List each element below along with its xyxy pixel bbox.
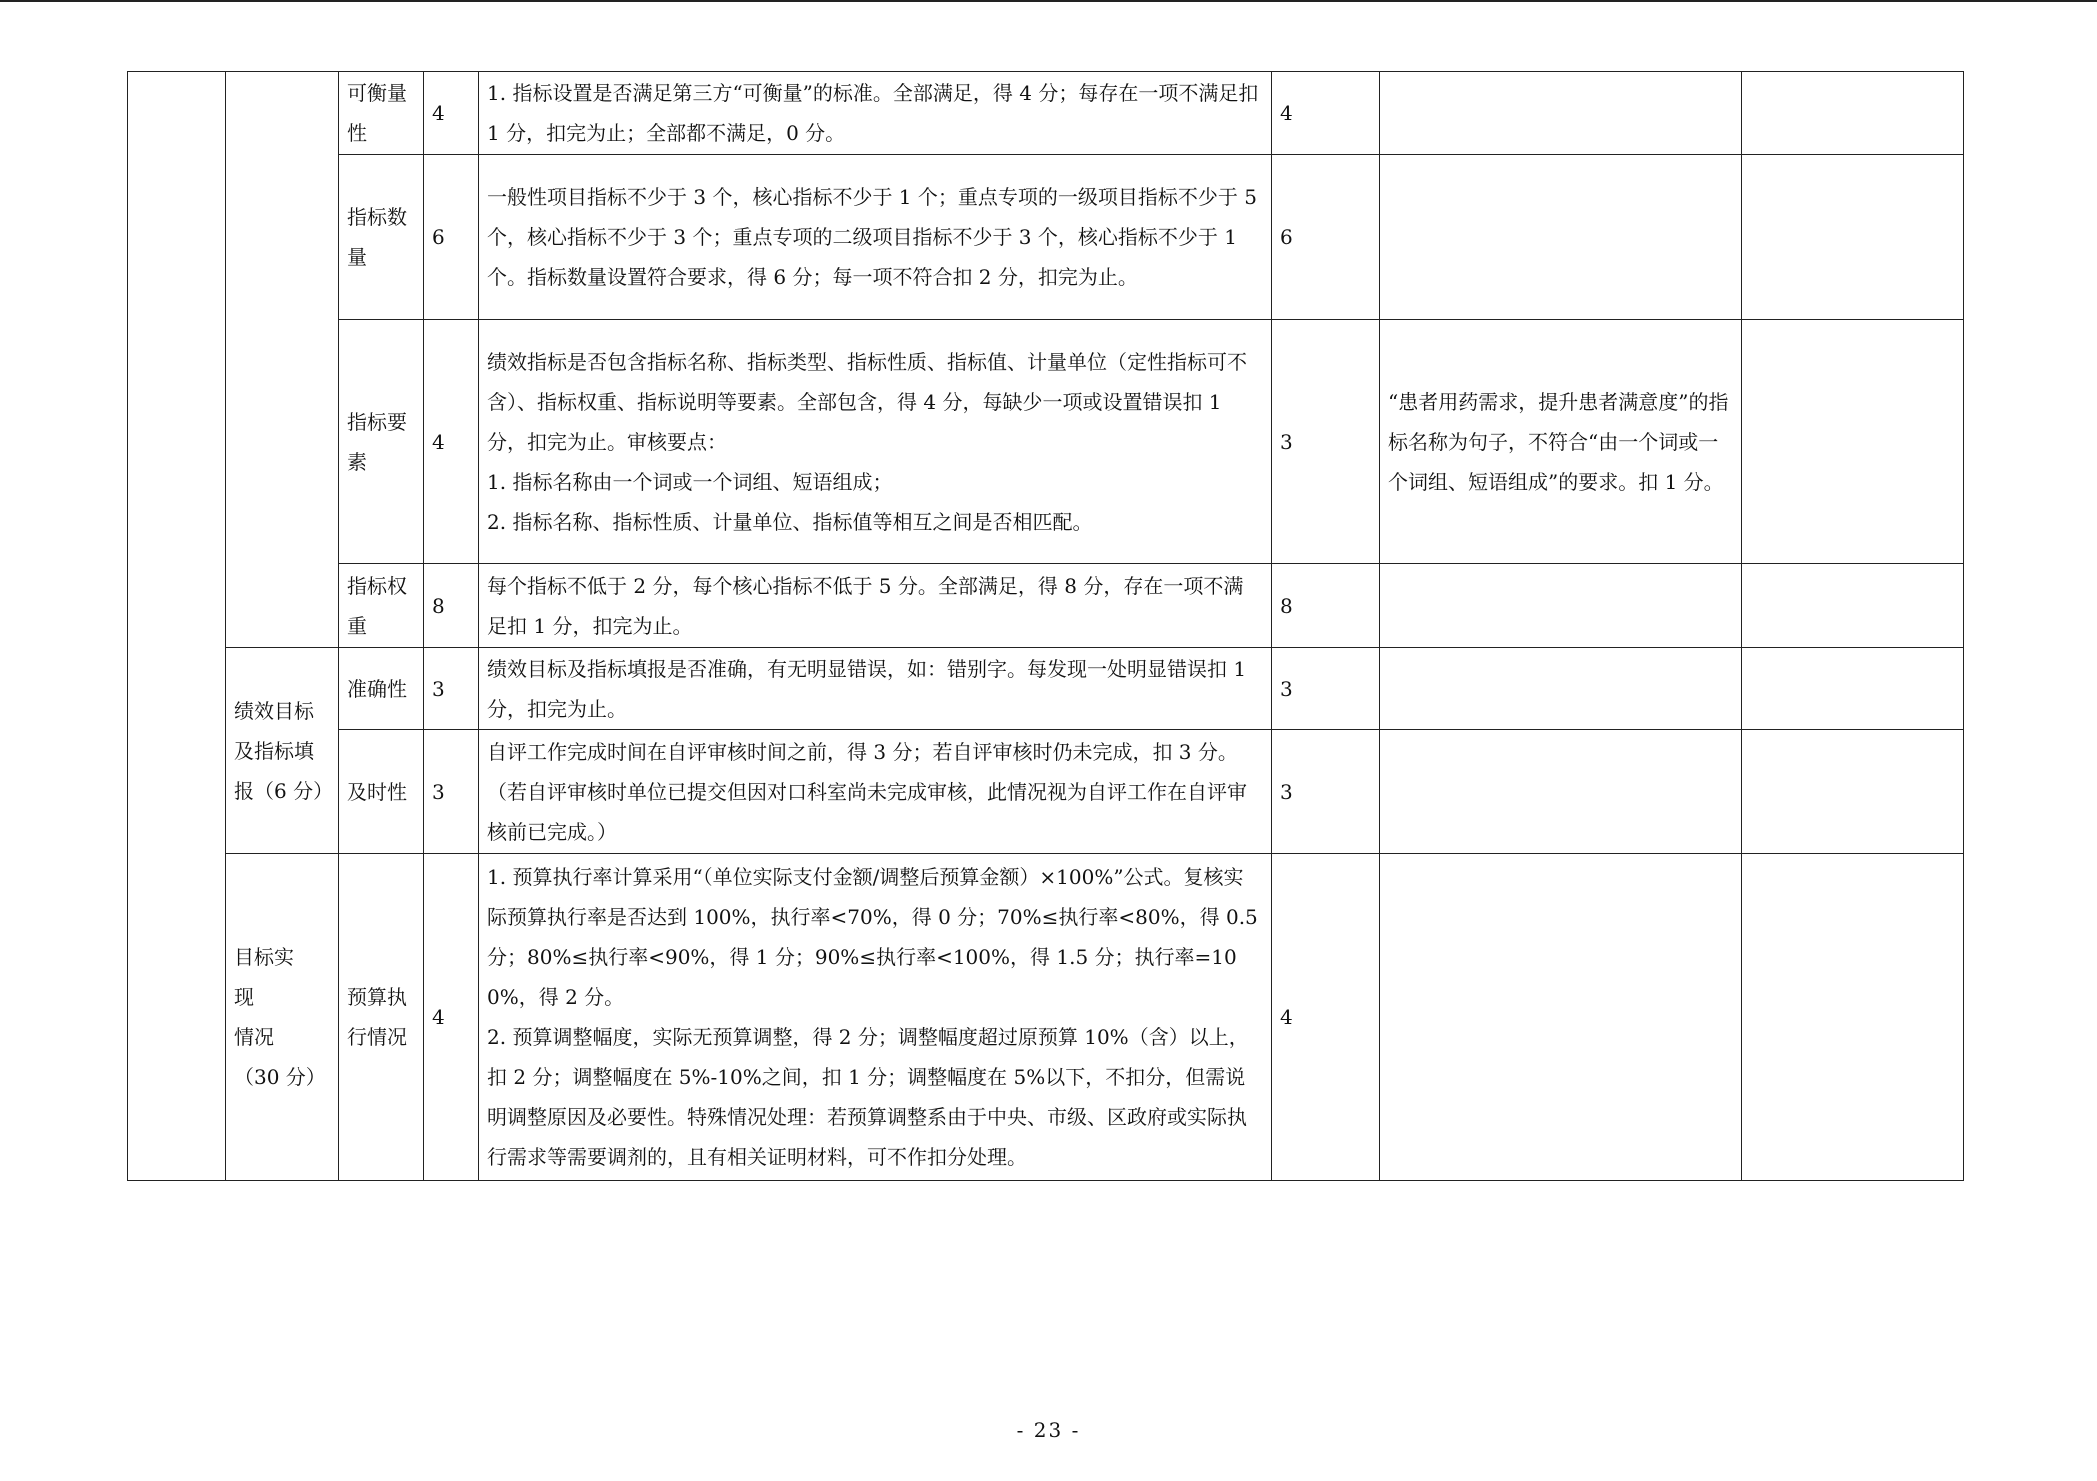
remark-cell: [1742, 854, 1964, 1181]
deduction-note-cell: [1380, 72, 1742, 155]
remark-cell: [1742, 72, 1964, 155]
page-number: - 23 -: [1016, 1418, 1081, 1442]
deduction-note-cell: [1380, 648, 1742, 730]
indicator-cell: 可衡量性: [339, 72, 424, 155]
got-score-cell: 3: [1272, 730, 1380, 854]
remark-cell: [1742, 730, 1964, 854]
level1-category-cell: [128, 72, 226, 1181]
standard-line: 1. 指标名称由一个词或一个词组、短语组成；: [487, 469, 893, 494]
got-score-cell: 8: [1272, 564, 1380, 648]
score-cell: 3: [424, 730, 479, 854]
indicator-cell: 指标权重: [339, 564, 424, 648]
level2-category-cell: [226, 72, 339, 648]
table-row: [128, 854, 1964, 1181]
category-line: 情况: [234, 1025, 274, 1049]
remark-cell: [1742, 648, 1964, 730]
got-score-cell: 6: [1272, 155, 1380, 320]
category-line: （30 分）: [234, 1065, 326, 1089]
got-score-cell: 3: [1272, 320, 1380, 564]
standard-cell: 每个指标不低于 2 分，每个核心指标不低于 5 分。全部满足，得 8 分，存在一项不满足扣 1 分，扣完为止。: [479, 564, 1272, 648]
score-cell: 4: [424, 854, 479, 1181]
evaluation-table: [127, 71, 1964, 1181]
score-cell: 4: [424, 320, 479, 564]
deduction-note-cell: [1380, 854, 1742, 1181]
score-cell: 6: [424, 155, 479, 320]
table-row: [128, 320, 1964, 564]
score-cell: 3: [424, 648, 479, 730]
standard-cell: 绩效目标及指标填报是否准确，有无明显错误，如：错别字。每发现一处明显错误扣 1 分，扣完为止。: [479, 648, 1272, 730]
got-score-cell: 4: [1272, 854, 1380, 1181]
indicator-cell: 预算执行情况: [339, 854, 424, 1181]
standard-cell: 1. 指标设置是否满足第三方“可衡量”的标准。全部满足，得 4 分；每存在一项不满足扣 1 分，扣完为止；全部都不满足，0 分。: [479, 72, 1272, 155]
standard-cell: [479, 854, 1272, 1181]
standard-cell: 一般性项目指标不少于 3 个，核心指标不少于 1 个；重点专项的一级项目指标不少于 5 个，核心指标不少于 3 个；重点专项的二级项目指标不少于 3 个，核心指标不少于 1 个。指标数量设置符合要求，得 6 分；每一项不符合扣 2 分，扣完为止。: [479, 155, 1272, 320]
remark-cell: [1742, 155, 1964, 320]
level2-category-cell: [226, 854, 339, 1181]
got-score-cell: 4: [1272, 72, 1380, 155]
standard-line: 绩效指标是否包含指标名称、指标类型、指标性质、指标值、计量单位（定性指标可不含）、指标权重、指标说明等要素。全部包含，得 4 分，每缺少一项或设置错误扣 1 分，扣完为止。审核要点：: [487, 349, 1247, 454]
standard-cell: [479, 320, 1272, 564]
table-row: [128, 564, 1964, 648]
table-row: [128, 72, 1964, 155]
table-row: [128, 155, 1964, 320]
remark-cell: [1742, 320, 1964, 564]
table-row: [128, 730, 1964, 854]
indicator-cell: 指标要素: [339, 320, 424, 564]
category-line: 现: [234, 985, 254, 1009]
standard-line: 1. 预算执行率计算采用“（单位实际支付金额/调整后预算金额）×100%”公式。复核实际预算执行率是否达到 100%，执行率<70%，得 0 分；70%≤执行率<80%，得 0.5 分；80%≤执行率<90%，得 1 分；90%≤执行率<100%，得 1.5 分；执行率=100%，得 2 分。: [487, 865, 1258, 1009]
category-line: 目标实: [234, 945, 294, 969]
standard-line: 2. 指标名称、指标性质、计量单位、指标值等相互之间是否相匹配。: [487, 509, 1093, 534]
indicator-cell: 指标数量: [339, 155, 424, 320]
standard-line: 2. 预算调整幅度，实际无预算调整，得 2 分；调整幅度超过原预算 10%（含）以上，扣 2 分；调整幅度在 5%-10%之间，扣 1 分；调整幅度在 5%以下，不扣分，但需说明调整原因及必要性。特殊情况处理：若预算调整系由于中央、市级、区政府或实际执行需求等需要调剂的，且有相关证明材料，可不作扣分处理。: [487, 1025, 1249, 1169]
got-score-cell: 3: [1272, 648, 1380, 730]
deduction-note-cell: [1380, 155, 1742, 320]
score-cell: 4: [424, 72, 479, 155]
standard-cell: 自评工作完成时间在自评审核时间之前，得 3 分；若自评审核时仍未完成，扣 3 分。（若自评审核时单位已提交但因对口科室尚未完成审核，此情况视为自评工作在自评审核前已完成。）: [479, 730, 1272, 854]
level2-category-cell: 绩效目标及指标填报（6 分）: [226, 648, 339, 854]
deduction-note-cell: [1380, 730, 1742, 854]
score-cell: 8: [424, 564, 479, 648]
deduction-note-cell: [1380, 564, 1742, 648]
indicator-cell: 及时性: [339, 730, 424, 854]
top-border-line: [0, 0, 2097, 2]
remark-cell: [1742, 564, 1964, 648]
deduction-note-cell: “患者用药需求，提升患者满意度”的指标名称为句子，不符合“由一个词或一个词组、短语组成”的要求。扣 1 分。: [1380, 320, 1742, 564]
table-row: [128, 648, 1964, 730]
indicator-cell: 准确性: [339, 648, 424, 730]
